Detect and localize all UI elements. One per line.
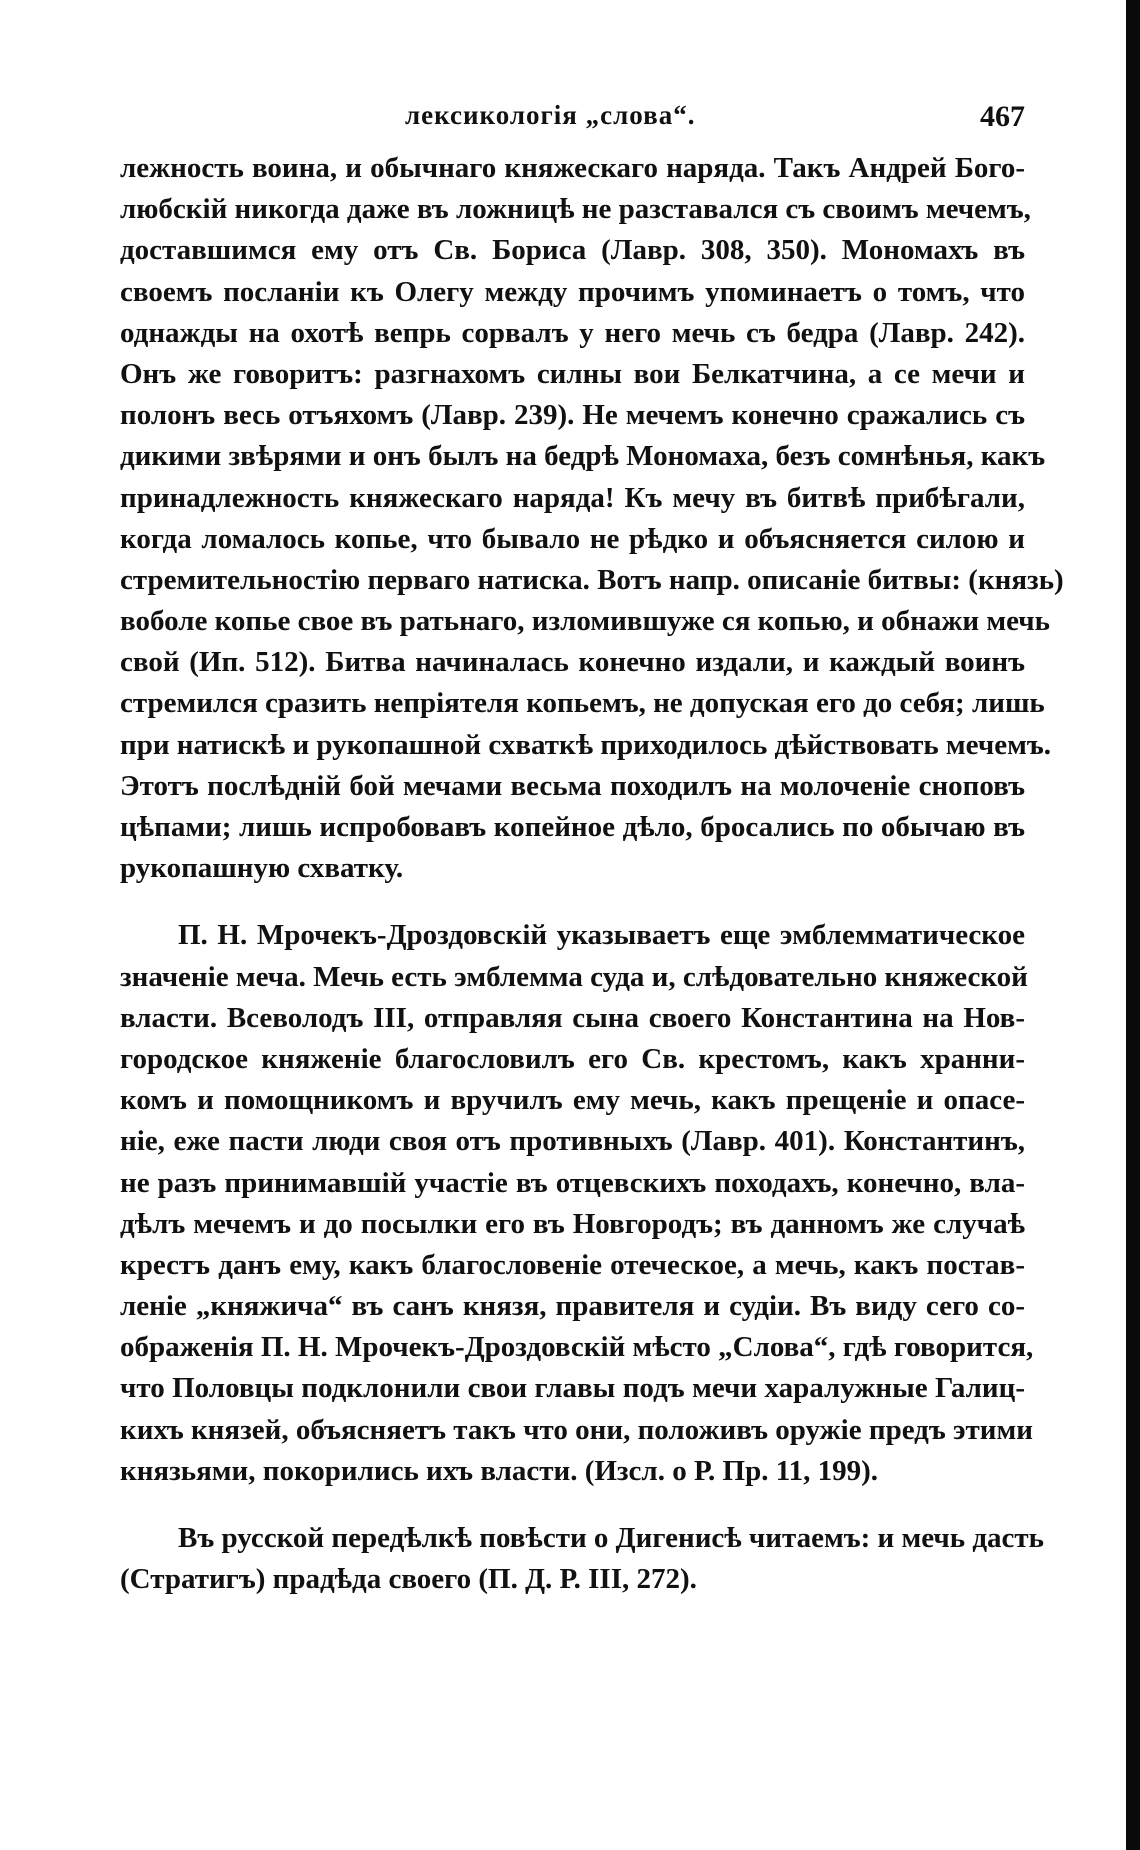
text-line: полонъ весь отъяхомъ (Лавр. 239). Не мечемъ конечно сражались съ bbox=[120, 399, 1025, 432]
paragraph-3 bbox=[120, 1518, 1044, 1600]
text-line: Въ русской передѣлкѣ повѣсти о Дигенисѣ читаемъ: и мечь дасть bbox=[178, 1522, 1044, 1554]
text-line: ніе, еже пасти люди своя отъ противныхъ (Лавр. 401). Константинъ, bbox=[120, 1125, 1025, 1158]
paragraph-gap bbox=[120, 1492, 1025, 1518]
text-line: при натискѣ и рукопашной схваткѣ приходилось дѣйствовать мечемъ. bbox=[120, 728, 1051, 761]
text-line: цѣпами; лишь испробовавъ копейное дѣло, бросались по обычаю въ bbox=[120, 811, 1025, 843]
text-line: кихъ князей, объясняетъ такъ что они, положивъ оружіе предъ этими bbox=[120, 1413, 1033, 1446]
text-line: значеніе меча. Мечь есть эмблемма суда и, слѣдовательно княжеской bbox=[120, 960, 1028, 993]
text-line: власти. Всеволодъ III, отправляя сына своего Константина на Нов- bbox=[120, 1001, 1025, 1034]
text-line: ображенія П. Н. Мрочекъ-Дроздовскій мѣсто „Слова“, гдѣ говорится, bbox=[120, 1331, 1034, 1364]
text-line: стремительностію перваго натиска. Вотъ напр. описаніе битвы: (князь) bbox=[120, 563, 1064, 596]
text-line: дикими звѣрями и онъ былъ на бедрѣ Мономаха, безъ сомнѣнья, какъ bbox=[120, 440, 1046, 473]
text-line: комъ и помощникомъ и вручилъ ему мечь, какъ прещеніе и опасе- bbox=[120, 1084, 1025, 1117]
text-line: лежность воина, и обычнаго княжескаго наряда. Такъ Андрей Бого- bbox=[120, 152, 1025, 184]
page-body bbox=[120, 148, 1064, 1600]
text-line: крестъ данъ ему, какъ благословеніе отеческое, а мечь, какъ постав- bbox=[120, 1248, 1025, 1281]
text-line: свой (Ип. 512). Битва начиналась конечно издали, и каждый воинъ bbox=[120, 646, 1025, 679]
text-line: доставшимся ему отъ Св. Бориса (Лавр. 308, 350). Мономахъ въ bbox=[120, 234, 1025, 267]
paragraph-1 bbox=[120, 148, 1064, 889]
running-head: лексикологія „слова“. bbox=[405, 100, 696, 130]
text-line: не разъ принимавшій участіе въ отцевскихъ походахъ, конечно, вла- bbox=[120, 1166, 1025, 1199]
text-line: (Стратигъ) прадѣда своего (П. Д. Р. III, 272). bbox=[120, 1563, 697, 1596]
paragraph-2 bbox=[120, 915, 1034, 1492]
text-line: что Половцы подклонили свои главы подъ мечи харалужные Галиц- bbox=[120, 1372, 1025, 1405]
text-line: принадлежность княжескаго наряда! Къ мечу въ битвѣ прибѣгали, bbox=[120, 481, 1025, 514]
text-line: дѣлъ мечемъ и до посылки его въ Новгородъ; въ данномъ же случаѣ bbox=[120, 1207, 1025, 1240]
text-line: однажды на охотѣ вепрь сорвалъ у него мечь съ бедра (Лавр. 242). bbox=[120, 316, 1025, 349]
text-line: стремился сразить непріятеля копьемъ, не допуская его до себя; лишь bbox=[120, 687, 1045, 720]
text-line: Онъ же говоритъ: разгнахомъ силны вои Белкатчина, а се мечи и bbox=[120, 357, 1025, 390]
text-line: леніе „княжича“ въ санъ князя, правителя и судіи. Въ виду сего со- bbox=[120, 1290, 1025, 1323]
text-line: П. Н. Мрочекъ-Дроздовскій указываетъ еще эмблемматическое bbox=[178, 919, 1025, 952]
page-edge bbox=[1126, 0, 1140, 1850]
text-line: городское княженіе благословилъ его Св. крестомъ, какъ хранни- bbox=[120, 1042, 1025, 1075]
text-line: любскій никогда даже въ ложницѣ не разставался съ своимъ мечемъ, bbox=[120, 193, 1031, 226]
text-line: князьями, покорились ихъ власти. (Изсл. о Р. Пр. 11, 199). bbox=[120, 1454, 879, 1487]
paragraph-gap bbox=[120, 889, 1025, 915]
text-line: когда ломалось копье, что бывало не рѣдко и объясняется силою и bbox=[120, 522, 1025, 555]
text-line: рукопашную схватку. bbox=[120, 852, 404, 885]
text-line: воболе копье свое въ ратьнаго, изломившуже ся копью, и обнажи мечь bbox=[120, 605, 1050, 638]
page-number: 467 bbox=[980, 100, 1025, 133]
text-line: своемъ посланіи къ Олегу между прочимъ упоминаетъ о томъ, что bbox=[120, 275, 1025, 308]
page-header bbox=[120, 100, 1025, 140]
text-line: Этотъ послѣдній бой мечами весьма походилъ на молоченіе сноповъ bbox=[120, 769, 1025, 802]
